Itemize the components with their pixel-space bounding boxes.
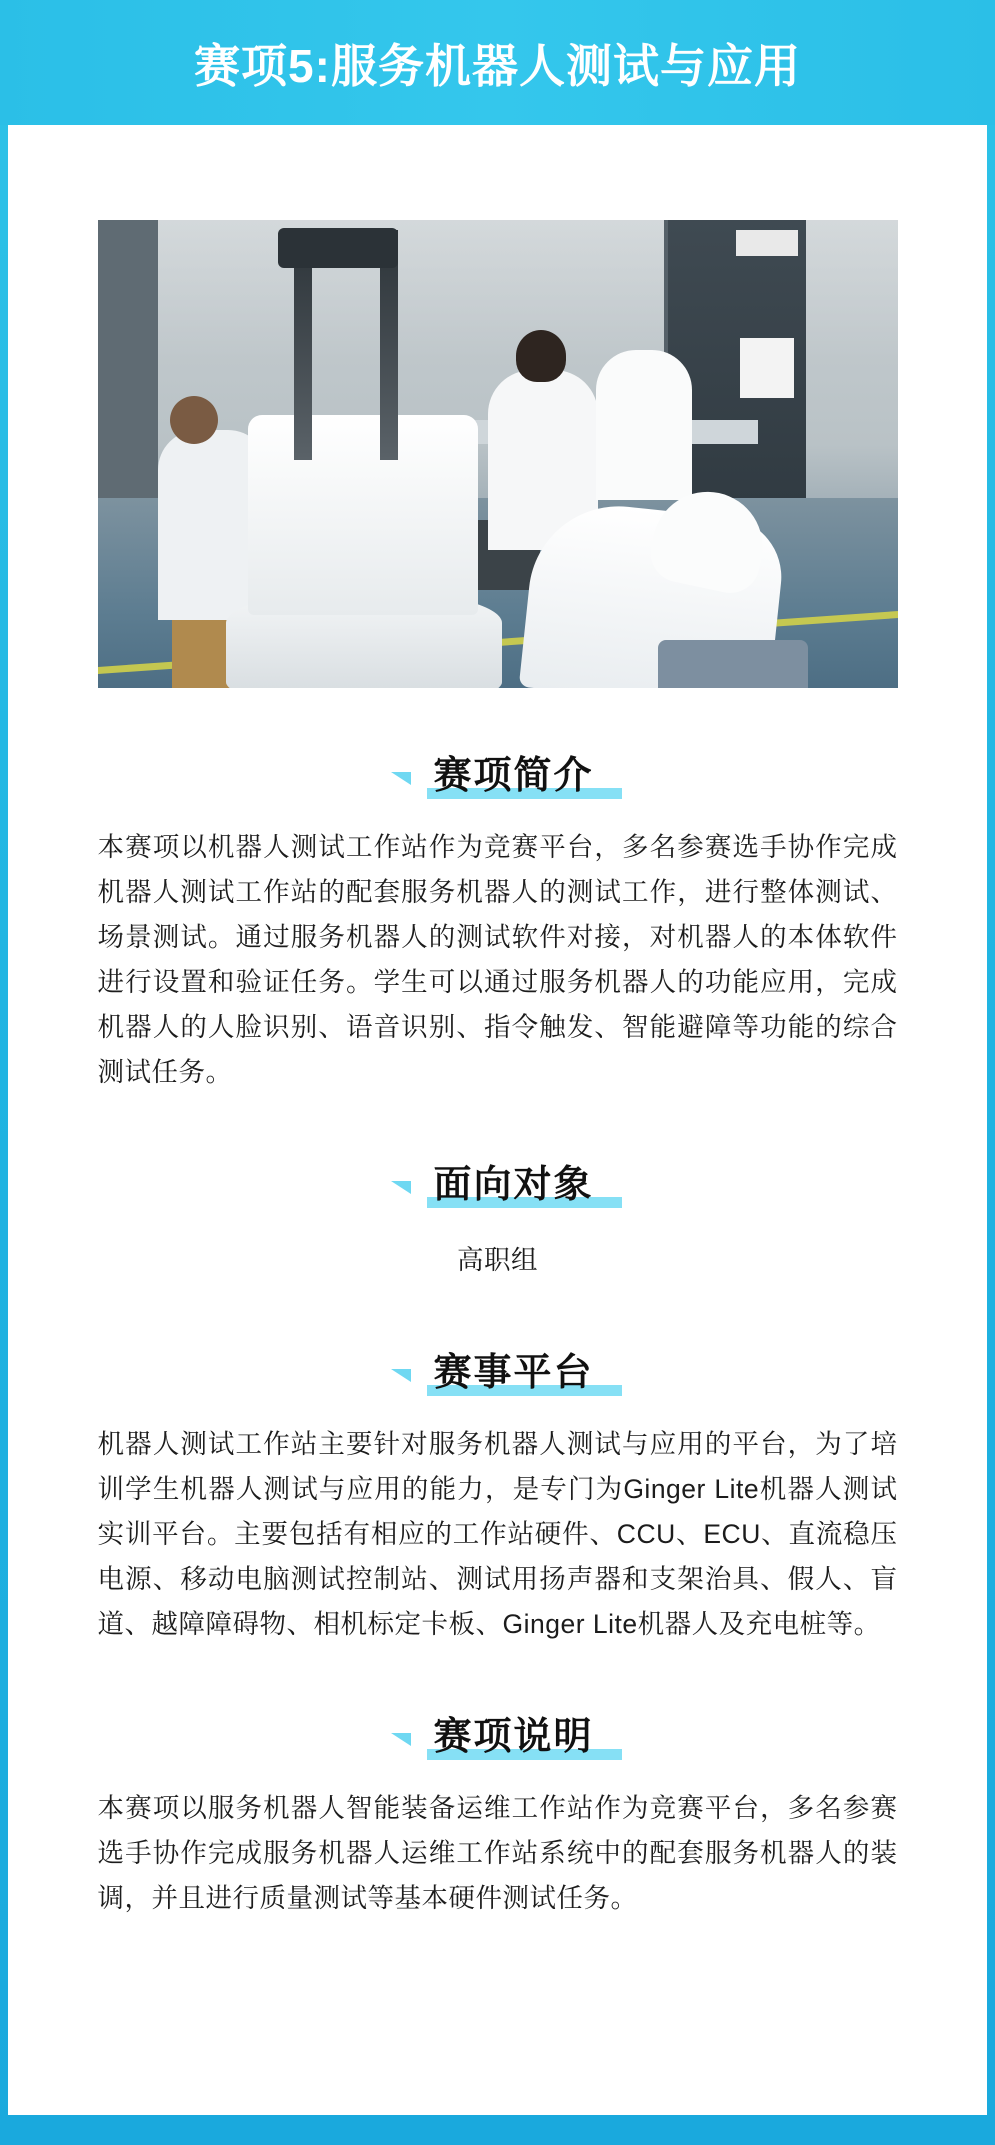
section-platform: [8, 1341, 987, 1647]
section-heading: [8, 1153, 987, 1208]
hero-image: [98, 220, 898, 688]
photo-cabinet-label: [736, 230, 798, 256]
heading-text-wrap: [427, 1341, 603, 1396]
section-title: 赛项简介: [433, 755, 594, 797]
photo-worker-back: [596, 350, 692, 500]
section-body: 本赛项以服务机器人智能装备运维工作站作为竞赛平台，多名参赛选手协作完成服务机器人运维工作站系统中的配套服务机器人的装调，并且进行质量测试等基本硬件测试任务。: [97, 1793, 898, 1913]
section-description: [8, 1705, 987, 1921]
section-title: 赛项说明: [433, 1716, 594, 1758]
photo-robot-head: [278, 228, 398, 268]
section-heading: [8, 1341, 987, 1396]
heading-text-wrap: [427, 1705, 603, 1760]
hero-image-photo: [98, 220, 898, 688]
photo-robot-body: [248, 415, 478, 615]
triangle-icon: [391, 772, 411, 785]
triangle-icon: [391, 1369, 411, 1382]
section-body: 本赛项以机器人测试工作站作为竞赛平台，多名参赛选手协作完成机器人测试工作站的配套服务机器人的测试工作，进行整体测试、场景测试。通过服务机器人的测试软件对接，对机器人的本体软件进行设置和验证任务。学生可以通过服务机器人的功能应用，完成机器人的人脸识别、语音识别、指令触发、智能避障等功能的综合测试任务。: [97, 832, 898, 1087]
content-card: [8, 125, 987, 2115]
section-body: 机器人测试工作站主要针对服务机器人测试与应用的平台，为了培训学生机器人测试与应用的能力，是专门为Ginger Lite机器人测试实训平台。主要包括有相应的工作站硬件、CCU、ECU、直流稳压电源、移动电脑测试控制站、测试用扬声器和支架治具、假人、盲道、越障障碍物、相机标定卡板、Ginger Lite机器人及充电桩等。: [97, 1429, 898, 1639]
heading-text-wrap: [427, 1153, 603, 1208]
triangle-icon: [391, 1733, 411, 1746]
page-title: 赛项5:服务机器人测试与应用: [194, 39, 801, 92]
page-header: [0, 0, 995, 125]
heading-text-wrap: [427, 744, 603, 799]
section-heading: [8, 744, 987, 799]
section-title: 赛事平台: [433, 1352, 594, 1394]
triangle-icon: [391, 1181, 411, 1194]
section-audience: [8, 1153, 987, 1283]
section-body: 高职组: [457, 1245, 538, 1275]
section-heading: [8, 1705, 987, 1760]
photo-cabinet-panel: [740, 338, 794, 398]
section-intro: [8, 744, 987, 1095]
photo-worker-front-legs: [658, 640, 808, 688]
section-title: 面向对象: [433, 1164, 594, 1206]
photo-wall: [98, 220, 158, 520]
